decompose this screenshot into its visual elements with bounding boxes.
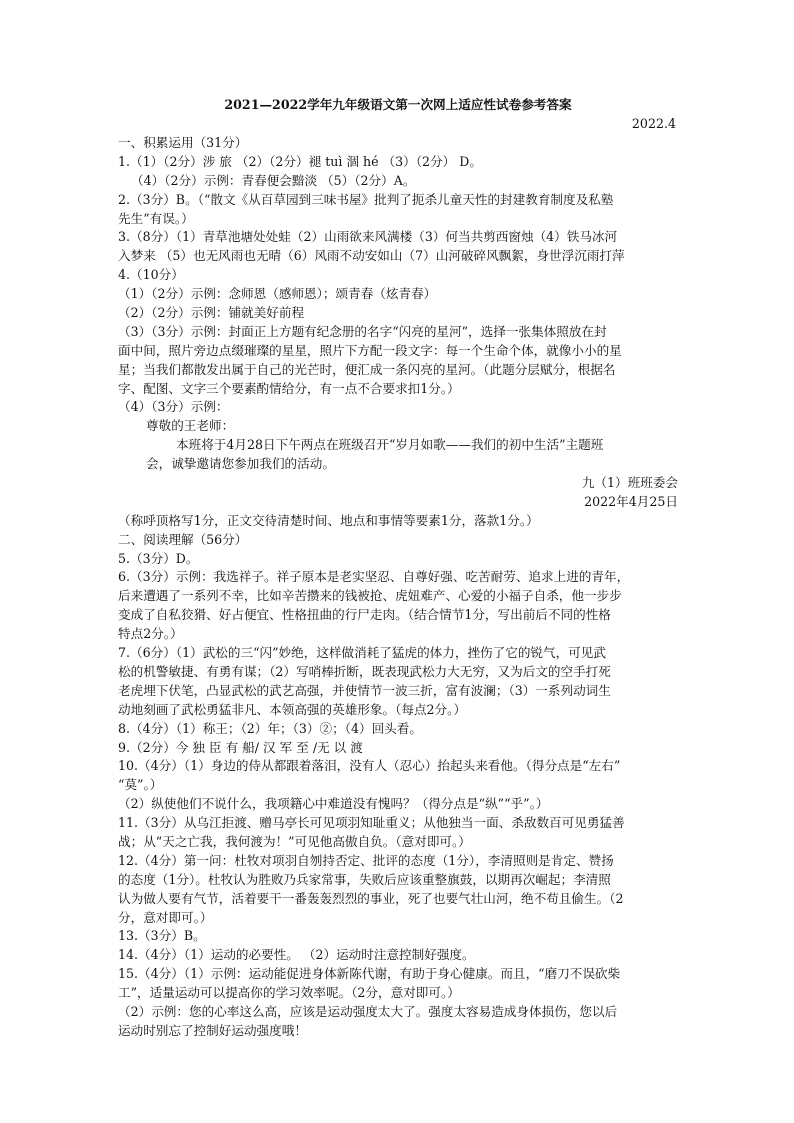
letter-signature: 九（1）班班委会 <box>581 475 678 491</box>
answer-line: 特点2分。） <box>118 626 183 642</box>
answer-line: 11.（3分）从乌江拒渡、赠马亭长可见项羽知耻重义；从他独当一面、杀敌数百可见勇猛善 <box>118 815 625 831</box>
answer-line: 14.（4分）（1）运动的必要性。 （2）运动时注意控制好强度。 <box>118 947 475 963</box>
answer-line: 3.（8分）（1）青草池塘处处蛙（2）山雨欲来风满楼（3）何当共剪西窗烛（4）铁马冰河 <box>118 229 618 245</box>
answer-line: 4.（10分） <box>118 267 184 283</box>
answer-line: “莫”。） <box>118 777 163 793</box>
answer-line: 运动时别忘了控制好运动强度哦！ <box>118 1022 307 1038</box>
answer-line: 松的机警敏捷、有勇有谋；（2）写哨棒折断，既表现武松力大无穷，又为后文的空手打死 <box>118 663 611 679</box>
answer-line <box>118 1041 678 1060</box>
answer-line: （2）纵使他们不说什么，我项籍心中难道没有愧吗？（得分点是“纵”“乎”。） <box>118 796 549 812</box>
answer-line: （4）（3分）示例： <box>118 399 229 415</box>
answer-line: 13.（3分）B。 <box>118 928 206 944</box>
answer-line: 入梦来 （5）也无风雨也无晴（6）风雨不动安如山（7）山河破碎风飘絮，身世浮沉雨打萍 <box>118 248 625 264</box>
answer-line: 后来遭遇了一系列不幸，比如辛苦攒来的钱被抢、虎妞难产、心爱的小福子自杀，他一步步 <box>118 588 622 604</box>
section-heading: 一、积累运用（31分） <box>118 135 248 150</box>
document-date: 2022.4 <box>631 116 676 131</box>
answer-line: （1）（2分）示例：念师恩（感师恩）；颂青春（炫青春） <box>118 286 437 302</box>
letter-date: 2022年4月25日 <box>584 493 678 509</box>
answer-line: 老虎埋下伏笔，凸显武松的武艺高强，并使情节一波三折，富有波澜；（3）一系列动词生 <box>118 682 611 698</box>
answer-line: （2）（2分）示例：铺就美好前程 <box>118 305 305 321</box>
answer-line: （2）示例：您的心率这么高，应该是运动强度太大了。强度太容易造成身体损伤，您以后 <box>118 1003 618 1019</box>
answer-line: 8.（4分）（1）称王；（2）年；（3）②；（4）回头看。 <box>118 720 422 736</box>
answer-line: 5.（3分）D。 <box>118 550 199 566</box>
answer-line: 面中间，照片旁边点缀璀璨的星星，照片下方配一段文字：每一个生命个体，就像小小的星 <box>118 342 622 358</box>
answer-document <box>118 96 678 1060</box>
answer-line: 字、配图、文字三个要素酌情给分，有一点不合要求扣1分。） <box>118 380 460 396</box>
answer-line: 变成了自私狡猾、好占便宜、性格扭曲的行尸走肉。（结合情节1分，写出前后不同的性格 <box>118 607 611 623</box>
answer-line: 工”，适量运动可以提高你的学习效率呢。（2分，意对即可。） <box>118 985 460 1001</box>
answer-line: 分，意对即可。） <box>118 909 213 925</box>
answer-line: （称呼顶格写1分，正文交待清楚时间、地点和事情等要素1分，落款1分。） <box>118 512 539 528</box>
section-heading: 二、阅读理解（56分） <box>118 531 248 547</box>
answer-line: 12.（4分）第一问：杜牧对项羽自刎持否定、批评的态度（1分），李清照则是肯定、赞扬 <box>118 852 614 868</box>
letter-body: 本班将于4月28日下午两点在班级召开“岁月如歌——我们的初中生活”主题班 <box>176 437 604 453</box>
answer-line: 15.（4分）（1）示例：运动能促进身体新陈代谢，有助于身心健康。而且，“磨刀不误砍柴 <box>118 966 621 982</box>
answer-line: 的态度（1分）。杜牧认为胜败乃兵家常事，失败后应该重整旗鼓，以期再次崛起；李清照 <box>118 871 611 887</box>
answer-line: 认为做人要有气节，活着要干一番轰轰烈烈的事业，死了也要气壮山河，绝不苟且偷生。（2 <box>118 890 624 906</box>
answer-line: 6.（3分）示例：我选祥子。祥子原本是老实坚忍、自尊好强、吃苦耐劳、追求上进的青年， <box>118 569 630 585</box>
answer-line: 10.（4分）（1）身边的侍从都跟着落泪，没有人（忍心）抬起头来看他。（得分点是“左右” <box>118 758 621 774</box>
answer-line: 7.（6分）（1）武松的三“闪”妙绝，这样做消耗了猛虎的体力，挫伤了它的锐气，可见武 <box>118 645 606 661</box>
answer-line: 星；当我们都散发出属于自己的光芒时，便汇成一条闪亮的星河。（此题分层赋分，根据名 <box>118 361 616 377</box>
answer-line: 先生”有误。） <box>118 210 194 226</box>
answer-line: 2.（3分）B。（“散文《从百草园到三味书屋》批判了扼杀儿童天性的封建教育制度及私塾 <box>118 191 614 207</box>
answer-line: （4）（2分）示例：青春便会黯淡 （5）（2分）A。 <box>131 172 416 188</box>
answer-line: 1.（1）（2分）涉 旅 （2）（2分）褪 tuì 涸 hé （3）（2分） D。 <box>118 153 482 169</box>
answer-line: 战；从“天之亡我，我何渡为！”可见他高傲自负。（意对即可。） <box>118 833 471 849</box>
answer-line: 动地刻画了武松勇猛非凡、本领高强的英雄形象。（每点2分。） <box>118 701 467 717</box>
answer-line: 9.（2分）今 独 臣 有 船/ 汉 军 至 /无 以 渡 <box>118 739 363 755</box>
letter-salutation: 尊敬的王老师： <box>146 418 235 434</box>
document-title: 2021—2022学年九年级语文第一次网上适应性试卷参考答案 <box>224 97 572 112</box>
letter-body: 会，诚挚邀请您参加我们的活动。 <box>146 456 335 472</box>
answer-line: （3）（3分）示例：封面正上方题有纪念册的名字“闪亮的星河”，选择一张集体照放在封 <box>118 323 607 339</box>
